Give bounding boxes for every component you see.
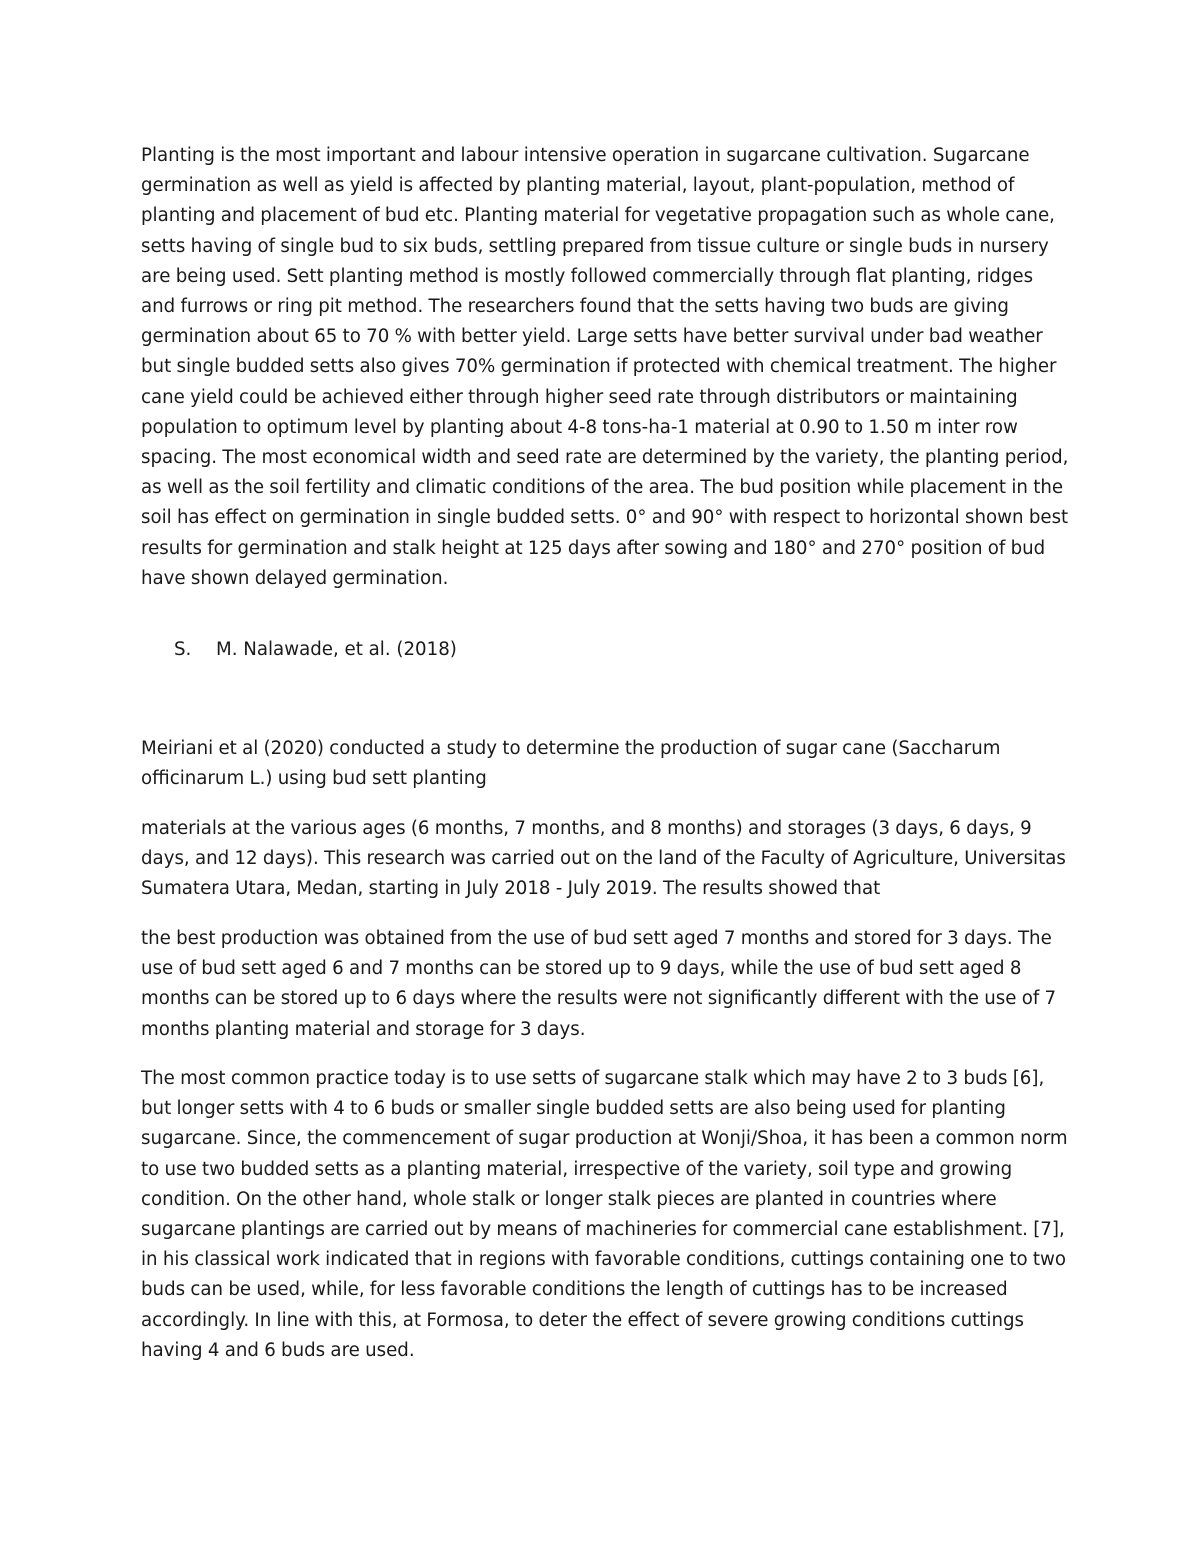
paragraph-meiriani-results: the best production was obtained from the use of bud sett aged 7 months and stored for 3 days. The use of bud sett aged 6 and 7 months can be stored up to 9 days, while the use of bud sett aged 8 months can be stored up to 6 days where the results were not significantly different with the use of 7 months planting material and storage for 3 days. <box>141 928 1057 1040</box>
paragraph-meiriani-materials: materials at the various ages (6 months, 7 months, and 8 months) and storages (3 days, 6 days, 9 days, and 12 days). This research was carried out on the land of the Faculty of Agriculture, Universitas Sumatera Utara, Medan, starting in July 2018 - July 2019. The results showed that <box>141 818 1066 900</box>
paragraph-planting-operation: Planting is the most important and labour intensive operation in sugarcane cultivation. Sugarcane germination as well as yield is affected by planting material, layout, plant-population, method of planting and placement of bud etc. Planting material for vegetative propagation such as whole cane, setts having of single bud to six buds, settling prepared from tissue culture or single buds in nursery are being used. Sett planting method is mostly followed commercially through flat planting, ridges and furrows or ring pit method. The researchers found that the setts having two buds are giving germination about 65 to 70 % with better yield. Large setts have better survival under bad weather but single budded setts also gives 70% germination if protected with chemical treatment. The higher cane yield could be achieved either through higher seed rate through distributors or maintaining population to optimum level by planting about 4-8 tons-ha-1 material at 0.90 to 1.50 m inter row spacing. The most economical width and seed rate are determined by the variety, the planting period, as well as the soil fertility and climatic conditions of the area. The bud position while placement in the soil has effect on germination in single budded setts. 0° and 90° with respect to horizontal shown best results for germination and stalk height at 125 days after sowing and 180° and 270° position of bud have shown delayed germination. <box>141 145 1069 589</box>
citation-marker: S. <box>174 639 192 660</box>
citation-line <box>174 635 457 665</box>
paragraph-common-practice: The most common practice today is to use setts of sugarcane stalk which may have 2 to 3 buds [6], but longer setts with 4 to 6 buds or smaller single budded setts are also being used for planting sugarcane. Since, the commencement of sugar production at Wonji/Shoa, it has been a common norm to use two budded setts as a planting material, irrespective of the variety, soil type and growing condition. On the other hand, whole stalk or longer stalk pieces are planted in countries where sugarcane plantings are carried out by means of machineries for commercial cane establishment. [7], in his classical work indicated that in regions with favorable conditions, cuttings containing one to two buds can be used, while, for less favorable conditions the length of cuttings has to be increased accordingly. In line with this, at Formosa, to deter the effect of severe growing conditions cuttings having 4 and 6 buds are used. <box>141 1068 1068 1361</box>
paragraph-meiriani-intro: Meiriani et al (2020) conducted a study to determine the production of sugar cane (Saccharum officinarum L.) using bud sett planting <box>141 738 1001 790</box>
citation-text: M. Nalawade, et al. (2018) <box>216 639 457 660</box>
